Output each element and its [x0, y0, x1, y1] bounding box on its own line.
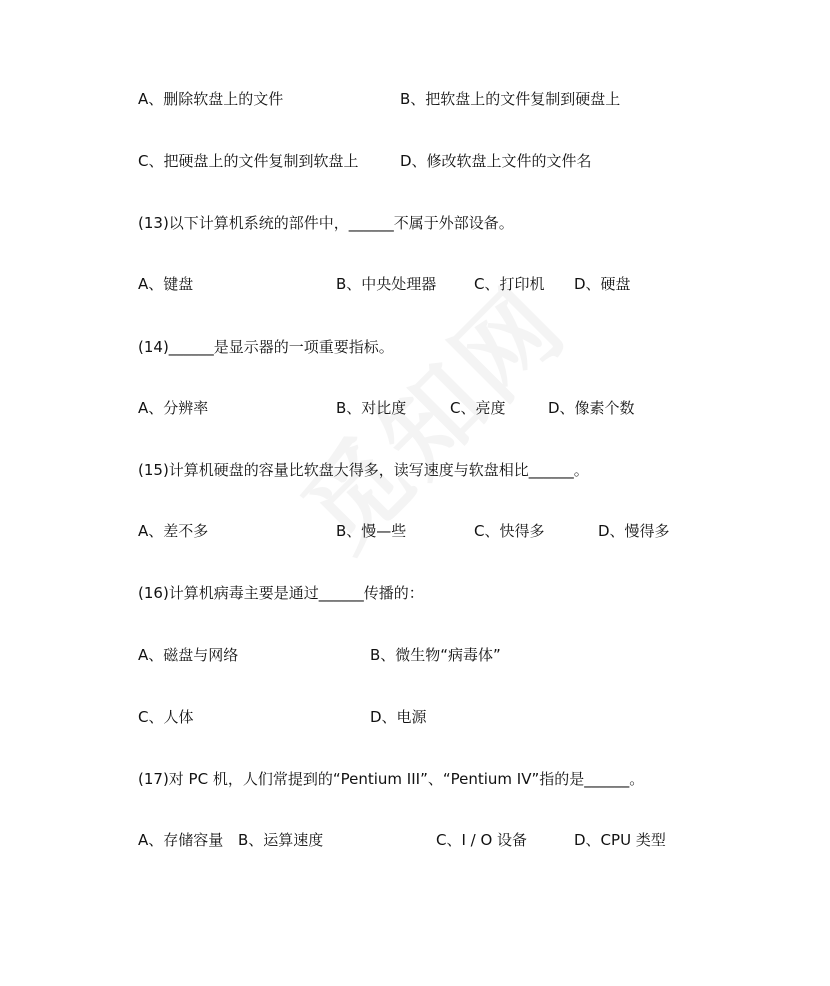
- option-c[interactable]: C、把硬盘上的文件复制到软盘上: [138, 152, 359, 170]
- option-d[interactable]: D、硬盘: [574, 275, 631, 293]
- option-c[interactable]: C、人体: [138, 708, 194, 726]
- option-a[interactable]: A、删除软盘上的文件: [138, 90, 284, 108]
- question-16: (16)计算机病毒主要是通过______传播的：: [138, 584, 424, 602]
- question-14: (14)______是显示器的一项重要指标。: [138, 338, 394, 356]
- option-b[interactable]: B、慢—些: [336, 522, 407, 540]
- option-d[interactable]: D、电源: [370, 708, 427, 726]
- option-b[interactable]: B、中央处理器: [336, 275, 437, 293]
- question-15: (15)计算机硬盘的容量比软盘大得多，读写速度与软盘相比______。: [138, 461, 589, 479]
- option-b[interactable]: B、把软盘上的文件复制到硬盘上: [400, 90, 621, 108]
- option-c[interactable]: C、快得多: [474, 522, 545, 540]
- option-a[interactable]: A、存储容量: [138, 831, 224, 849]
- option-a[interactable]: A、分辨率: [138, 399, 209, 417]
- option-b[interactable]: B、运算速度: [238, 831, 324, 849]
- option-c[interactable]: C、打印机: [474, 275, 545, 293]
- option-a[interactable]: A、键盘: [138, 275, 194, 293]
- option-a[interactable]: A、差不多: [138, 522, 209, 540]
- option-c[interactable]: C、亮度: [450, 399, 506, 417]
- option-d[interactable]: D、慢得多: [598, 522, 670, 540]
- option-d[interactable]: D、像素个数: [548, 399, 635, 417]
- option-d[interactable]: D、CPU 类型: [574, 831, 666, 849]
- option-b[interactable]: B、对比度: [336, 399, 407, 417]
- option-d[interactable]: D、修改软盘上文件的文件名: [400, 152, 592, 170]
- question-17: (17)对 PC 机，人们常提到的“Pentium III”、“Pentium IV”指的是______。: [138, 770, 645, 788]
- option-a[interactable]: A、磁盘与网络: [138, 646, 239, 664]
- option-b[interactable]: B、微生物“病毒体”: [370, 646, 501, 664]
- option-c[interactable]: C、I / O 设备: [436, 831, 528, 849]
- question-13: (13)以下计算机系统的部件中，______不属于外部设备。: [138, 214, 514, 232]
